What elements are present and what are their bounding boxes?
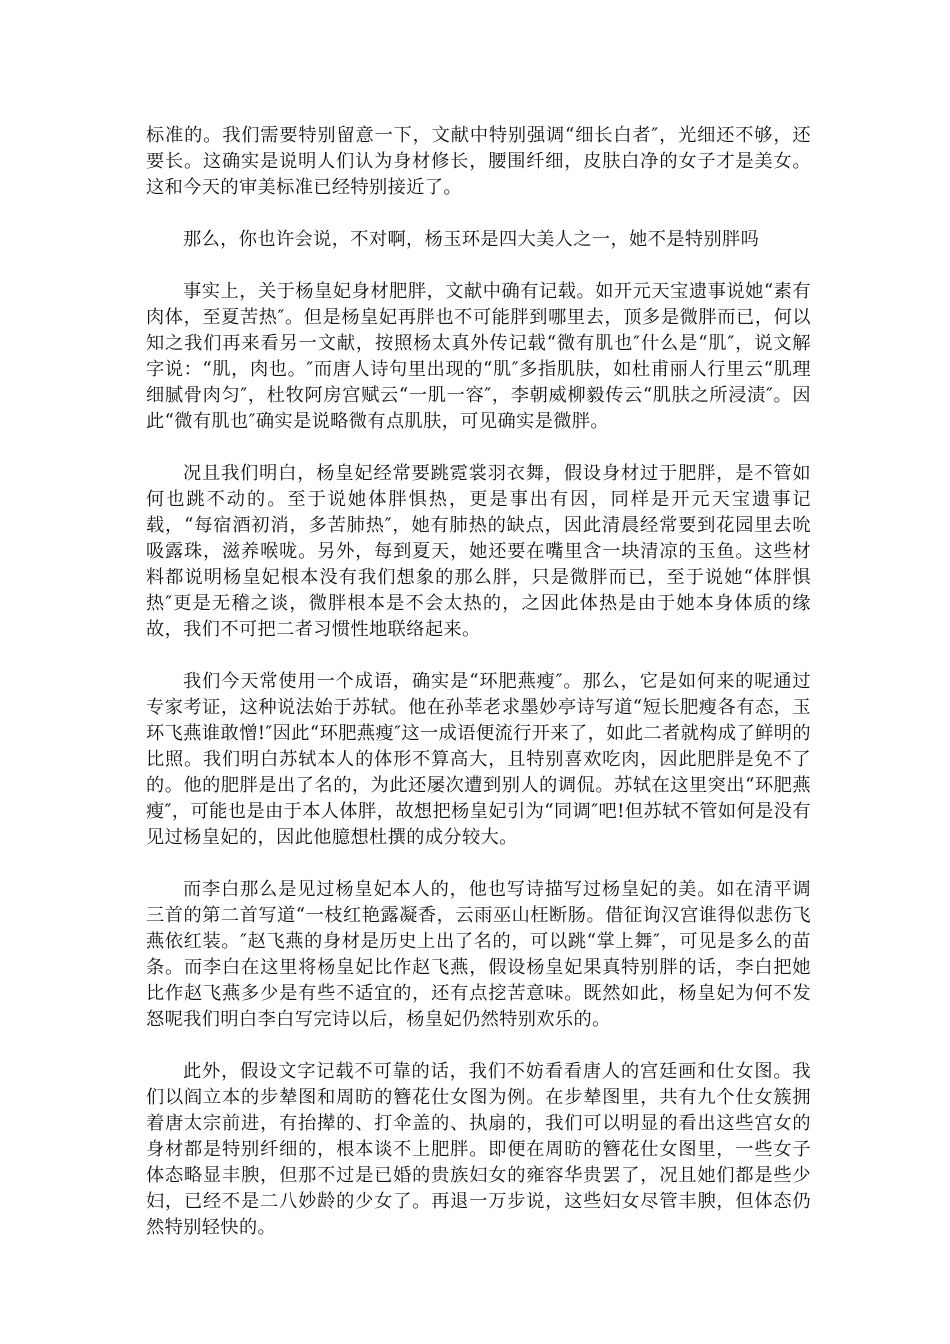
- paragraph-li-bai-poem: 而李白那么是见过杨皇妃本人的，他也写诗描写过杨皇妃的美。如在清平调三首的第二首写道“一枝红艳露凝香，云雨巫山枉断肠。借征询汉宫谁得似悲伤飞燕依红装。″赵飞燕的身材是历史上出了名的，可以跳“掌上舞″，可见是多么的苗条。而李白在这里将杨皇妃比作赵飞燕，假设杨皇妃果真特别胖的话，李白把她比作赵飞燕多少是有些不适宜的，还有点挖苦意味。既然如此，杨皇妃为何不发怒呢我们明白李白写完诗以后，杨皇妃仍然特别欢乐的。: [146, 879, 811, 1030]
- document-page: [146, 123, 811, 1241]
- paragraph-idiom-origin: 我们今天常使用一个成语，确实是“环肥燕瘦″。那么，它是如何来的呢通过专家考证，这种说法始于苏轼。他在孙莘老求墨妙亭诗写道“短长肥瘦各有态，玉环飞燕谁敢憎!″因此“环肥燕瘦″这一成语便流行开来了，如此二者就构成了鲜明的比照。我们明白苏轼本人的体形不算高大，且特别喜欢吃肉，因此肥胖是免不了的。他的肥胖是出了名的，为此还屡次遭到别人的调侃。苏轼在这里突出“环肥燕瘦″，可能也是由于本人体胖，故想把杨皇妃引为“同调″吧!但苏轼不管如何是没有见过杨皇妃的，因此他臆想杜撰的成分较大。: [146, 671, 811, 848]
- paragraph-intro-continuation: 标准的。我们需要特别留意一下，文献中特别强调“细长白者″，光细还不够，还要长。这确实是说明人们认为身材修长，腰围纤细，皮肤白净的女子才是美女。这和今天的审美标准已经特别接近了。: [146, 125, 811, 198]
- paragraph-textual-records: 事实上，关于杨皇妃身材肥胖，文献中确有记载。如开元天宝遗事说她“素有肉体，至夏苦热″。但是杨皇妃再胖也不可能胖到哪里去，顶多是微胖而已，何以知之我们再来看另一文献，按照杨太真外传记载“微有肌也″什么是“肌″，说文解字说：“肌，肉也。″而唐人诗句里出现的“肌″多指肌肤，如杜甫丽人行里云“肌理细腻骨肉匀″，杜牧阿房宫赋云“一肌一容″，李朝威柳毅传云“肌肤之所浸渍″。因此“微有肌也″确实是说略微有点肌肤，可见确实是微胖。: [146, 281, 811, 432]
- paragraph-dance-and-heat: 况且我们明白，杨皇妃经常要跳霓裳羽衣舞，假设身材过于肥胖，是不管如何也跳不动的。至于说她体胖惧热，更是事出有因，同样是开元天宝遗事记载，“每宿酒初消，多苦肺热″，她有肺热的缺点，因此清晨经常要到花园里去吮吸露珠，滋养喉咙。另外，每到夏天，她还要在嘴里含一块清凉的玉鱼。这些材料都说明杨皇妃根本没有我们想象的那么胖，只是微胖而已，至于说她“体胖惧热″更是无稽之谈，微胖根本是不会太热的，之因此体热是由于她本身体质的缘故，我们不可把二者习惯性地联络起来。: [146, 463, 811, 640]
- paragraph-paintings: 此外，假设文字记载不可靠的话，我们不妨看看唐人的宫廷画和仕女图。我们以阎立本的步辇图和周昉的簪花仕女图为例。在步辇图里，共有九个仕女簇拥着唐太宗前进，有抬撵的、打伞盖的、执扇的，我们可以明显的看出这些宫女的身材都是特别纤细的，根本谈不上肥胖。即便在周昉的簪花仕女图里，一些女子体态略显丰腴，但那不过是已婚的贵族妇女的雍容华贵罢了，况且她们都是些少妇，已经不是二八妙龄的少女了。再退一万步说，这些妇女尽管丰腴，但体态仍然特别轻快的。: [146, 1061, 811, 1238]
- paragraph-question: 那么，你也许会说，不对啊，杨玉环是四大美人之一，她不是特别胖吗: [183, 229, 760, 250]
